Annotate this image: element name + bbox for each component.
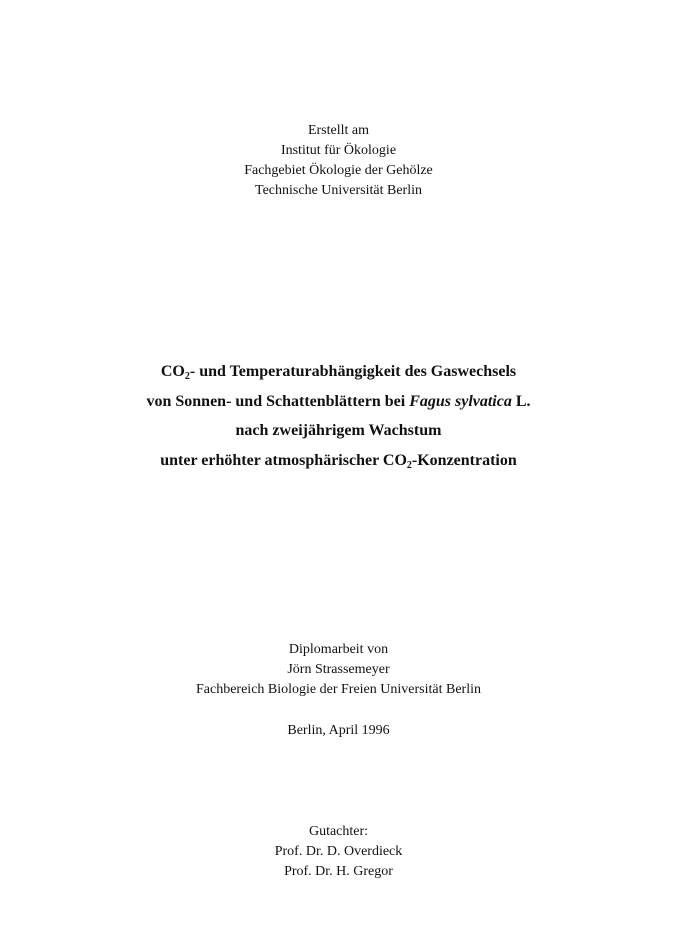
reviewer-2: Prof. Dr. H. Gregor: [284, 864, 393, 879]
title-line-4-end: -Konzentration: [411, 451, 517, 469]
title-line-1-subscript: 2: [184, 371, 190, 382]
author-name: Jörn Strassemeyer: [287, 662, 390, 677]
title-line-4: [0, 446, 677, 476]
title-line-1-co: CO: [160, 363, 185, 380]
institution-block: [0, 121, 677, 201]
reviewers-heading: Gutachter:: [308, 824, 369, 839]
title-line-4-start: unter erhöhter atmosphärischer CO: [160, 451, 407, 469]
species-name: Fagus sylvatica: [409, 392, 512, 410]
thesis-title: [0, 357, 677, 475]
title-line-2-start: von Sonnen- und Schattenblättern bei: [146, 392, 410, 410]
institute-line: Institut für Ökologie: [280, 143, 397, 158]
thesis-info-block: [0, 640, 677, 700]
title-line-1-rest: - und Temperaturabhängigkeit des Gaswechsels: [189, 363, 517, 380]
author-department: Fachbereich Biologie der Freien Universität Berlin: [196, 682, 481, 697]
reviewer-1: Prof. Dr. D. Overdieck: [274, 844, 403, 859]
created-at-line: Erstellt am: [307, 123, 370, 138]
title-line-2: [0, 387, 677, 417]
title-line-2-end: L.: [511, 392, 531, 410]
title-line-3: nach zweijährigem Wachstum: [235, 422, 442, 439]
title-line-1: [0, 357, 677, 387]
place-date: Berlin, April 1996: [287, 723, 390, 738]
university-line: Technische Universität Berlin: [255, 183, 422, 198]
thesis-type: Diplomarbeit von: [288, 642, 389, 657]
reviewers-block: [0, 822, 677, 882]
department-line: Fachgebiet Ökologie der Gehölze: [244, 163, 433, 178]
title-line-4-subscript: 2: [406, 459, 412, 471]
